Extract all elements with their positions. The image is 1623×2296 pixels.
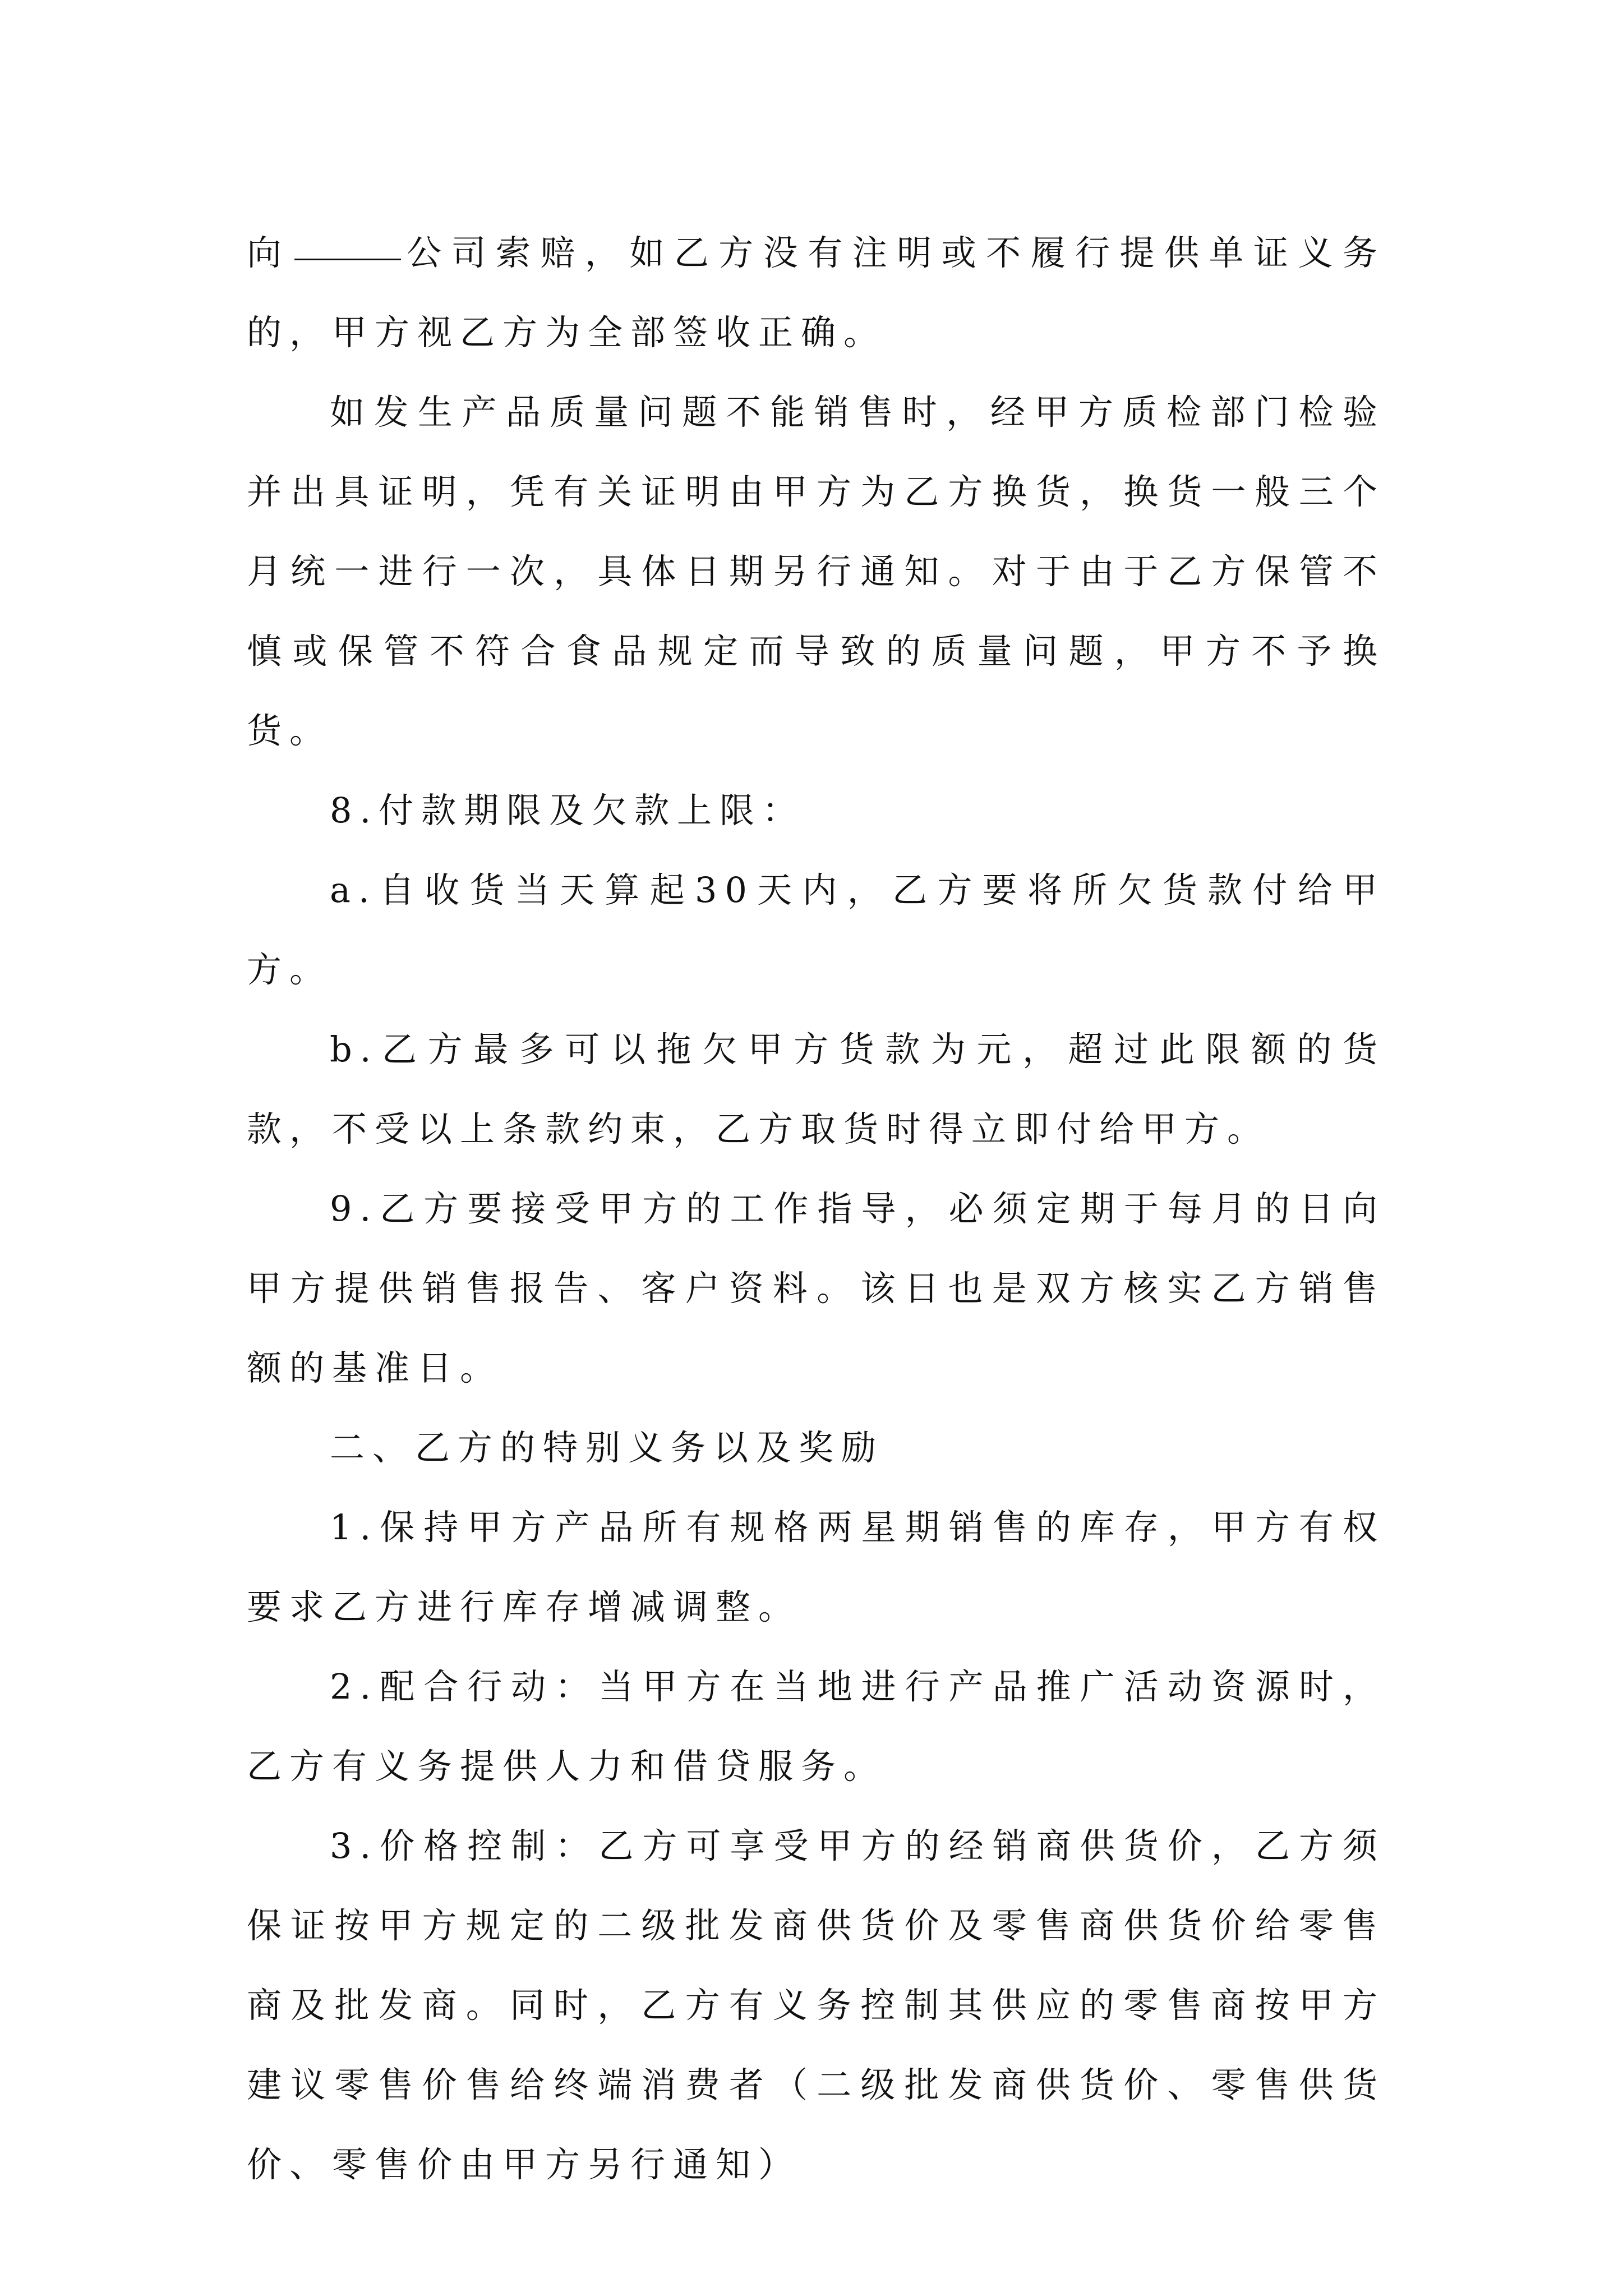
paragraph-claims-start: 向	[247, 232, 292, 273]
paragraph-claims-rest: 公司索赔，如乙方没有注明或不履行提供单证义务的，甲方视乙方为全部签收正确。	[247, 232, 1385, 353]
paragraph-quality-exchange: 如发生产品质量问题不能销售时，经甲方质检部门检验并出具证明，凭有关证明由甲方为乙方换货，换货一般三个月统一进行一次，具体日期另行通知。对于由于乙方保管不慎或保管不符合食品规定而导致的质量问题，甲方不予换货。	[247, 392, 1385, 751]
paragraph-claims	[247, 213, 1385, 372]
clause-8-heading: 8.付款期限及欠款上限：	[330, 790, 805, 831]
section-2-item-1: 1.保持甲方产品所有规格两星期销售的库存，甲方有权要求乙方进行库存增减调整。	[247, 1507, 1385, 1627]
fill-in-blank	[294, 258, 401, 260]
clause-9: 9.乙方要接受甲方的工作指导，必须定期于每月的日向甲方提供销售报告、客户资料。该日也是双方核实乙方销售额的基准日。	[247, 1188, 1385, 1388]
clause-8b: b.乙方最多可以拖欠甲方货款为元，超过此限额的货款，不受以上条款约束，乙方取货时得立即付给甲方。	[247, 1029, 1385, 1149]
section-2-heading: 二、乙方的特别义务以及奖励	[330, 1427, 884, 1468]
clause-8a: a.自收货当天算起30天内，乙方要将所欠货款付给甲方。	[247, 869, 1385, 990]
section-2-item-3: 3.价格控制：乙方可享受甲方的经销商供货价，乙方须保证按甲方规定的二级批发商供货价及零售商供货价给零售商及批发商。同时，乙方有义务控制其供应的零售商按甲方建议零售价售给终端消费者（二级批发商供货价、零售供货价、零售价由甲方另行通知）	[247, 1825, 1385, 2185]
document-page	[247, 213, 1385, 2205]
section-2-item-2: 2.配合行动：当甲方在当地进行产品推广活动资源时，乙方有义务提供人力和借贷服务。	[247, 1666, 1385, 1787]
